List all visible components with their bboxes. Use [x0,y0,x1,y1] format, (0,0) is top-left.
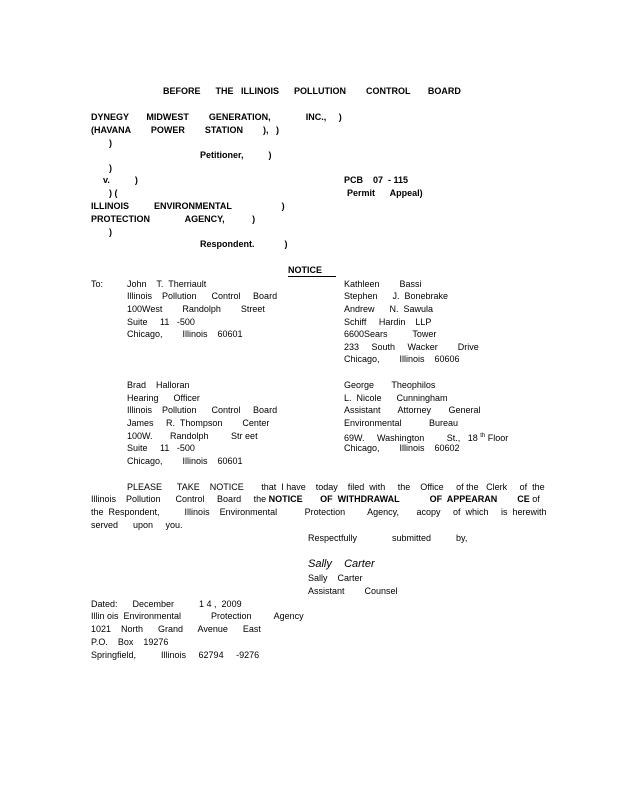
footer-line: Illin ois Environmental Protection Agency [91,611,304,621]
body-line-4: served upon you. [91,520,183,530]
recipient-line: L. Nicole Cunningham [344,393,448,403]
recipient-line: 100West Randolph Street [127,304,265,314]
notice-of-withdrawal: NOTICE OF WITHDRAWAL [268,494,400,504]
recipient-line: Kathleen Bassi [344,279,422,289]
recipient-line: 6600Sears Tower [344,329,437,339]
respondent-line-2: PROTECTION AGENCY, ) [91,214,256,224]
recipient-line: Illinois Pollution Control Board [127,291,278,301]
body-line-2 [91,494,540,505]
body-line-3: the Respondent, Illinois Environmental Protection Agency, acopy of which is herewith [91,507,547,517]
footer-line: Springfield, Illinois 62794 -9276 [91,650,260,660]
recipient-line: Illinois Pollution Control Board [127,405,278,415]
respondent-line-1: ILLINOIS ENVIRONMENTAL ) [91,201,285,211]
floor-word: Floor [487,433,509,443]
footer-line: 1021 North Grand Avenue East [91,624,261,634]
recipient-line: Suite 11 -500 [127,317,195,327]
recipient-line: 100W. Randolph Str eet [127,431,258,441]
recipient-line: Chicago, Illinois 60602 [344,443,460,453]
bracket: ) [109,138,112,148]
petitioner-label: Petitioner, ) [200,150,272,160]
signer-title: Assistant Counsel [308,586,398,596]
recipient-line: Stephen J. Bonebrake [344,291,449,301]
bracket: ) [109,227,112,237]
versus: v. ) [103,175,138,185]
recipient-line: Brad Halloran [127,380,190,390]
recipient-line: Chicago, Illinois 60601 [127,456,243,466]
signature-script: Sally Carter [308,558,375,570]
petitioner-line-2: (HAVANA POWER STATION ), ) [91,125,279,135]
recipient-line: Schiff Hardin LLP [344,317,432,327]
recipient-line: James R. Thompson Center [127,418,270,428]
recipient-line: Assistant Attorney General [344,405,481,415]
bracket: ) ( [109,188,118,198]
recipient-line: Chicago, Illinois 60601 [127,329,243,339]
footer-line: Dated: December 1 4 , 2009 [91,599,242,609]
notice-title: NOTICE [288,265,336,277]
recipient-line: Environmental Bureau [344,418,459,428]
body-text: of [529,494,540,504]
to-label: To: [91,279,104,289]
recipient-line: Suite 11 -500 [127,443,195,453]
signer-name: Sally Carter [308,573,363,583]
recipient-line: Chicago, Illinois 60606 [344,354,460,364]
heading: BEFORE THE ILLINOIS POLLUTION CONTROL BOARD [163,86,461,96]
footer-line: P.O. Box 19276 [91,637,169,647]
respondent-label: Respondent. ) [200,239,288,249]
submitted-by: Respectfully submitted by, [308,533,468,543]
recipient-line: George Theophilos [344,380,436,390]
case-number: PCB 07 - 115 [344,175,409,185]
floor-superscript: th [480,433,486,439]
recipient-line: Hearing Officer [127,393,200,403]
of-appearance: OF APPEARAN CE [429,494,530,504]
body-text: Illinois Pollution Control Board the [91,494,269,504]
bracket: ) [109,163,112,173]
recipient-line: John T. Therriault [127,279,207,289]
petitioner-line-1: DYNEGY MIDWEST GENERATION, INC., ) [91,112,342,122]
body-line-1: PLEASE TAKE NOTICE that I have today filed with the Office of the Clerk of the [127,482,545,492]
recipient-line: 233 South Wacker Drive [344,342,479,352]
recipient-line: 69W. Washington St., 18 [344,433,478,443]
recipient-line: Andrew N. Sawula [344,304,434,314]
case-type: Permit Appeal) [347,188,423,198]
